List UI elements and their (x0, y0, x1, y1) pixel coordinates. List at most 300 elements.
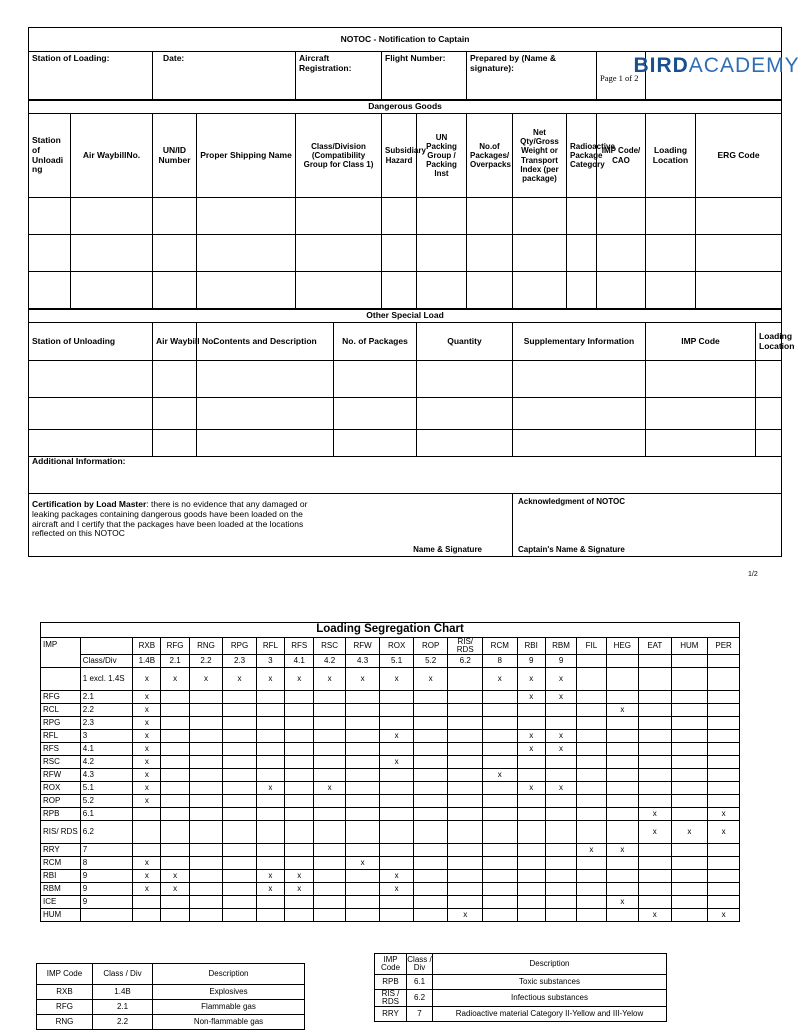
segregation-cell (448, 717, 483, 730)
segregation-cell (223, 808, 257, 821)
row-imp-code: RCM (41, 857, 81, 870)
segregation-cell (577, 808, 606, 821)
segregation-cell (606, 821, 638, 844)
segregation-cell (483, 883, 518, 896)
segregation-cell (671, 691, 708, 704)
segregation-cell (708, 883, 740, 896)
segregation-cell (345, 844, 380, 857)
segregation-cell (448, 704, 483, 717)
segregation-cell (606, 857, 638, 870)
segregation-cell (345, 870, 380, 883)
segregation-cell (517, 821, 545, 844)
segregation-cell: x (380, 756, 414, 769)
segregation-cell (483, 704, 518, 717)
segregation-cell (413, 909, 448, 922)
segregation-row (41, 730, 740, 743)
segregation-cell (517, 704, 545, 717)
segregation-cell (671, 704, 708, 717)
segregation-cell: x (345, 857, 380, 870)
imp-header: IMP (41, 638, 81, 668)
row-imp-code: RIS/ RDS (41, 821, 81, 844)
column-class (708, 655, 740, 668)
column-header: RIS/ RDS (448, 638, 483, 655)
segregation-cell (161, 909, 189, 922)
segregation-cell: x (639, 909, 671, 922)
dg-header-radioactive: Radioactive Package Category (567, 114, 597, 198)
segregation-cell (606, 756, 638, 769)
segregation-cell (448, 896, 483, 909)
column-class: 2.3 (223, 655, 257, 668)
segregation-cell (314, 691, 345, 704)
segregation-cell (189, 795, 223, 808)
column-header: RFW (345, 638, 380, 655)
segregation-cell (606, 870, 638, 883)
segregation-cell: x (133, 769, 161, 782)
osl-row[interactable] (29, 398, 782, 430)
segregation-cell (413, 691, 448, 704)
segregation-cell (380, 769, 414, 782)
segregation-cell (314, 795, 345, 808)
segregation-cell (606, 717, 638, 730)
imp-header-blank (80, 638, 132, 655)
row-class-div: 2.2 (80, 704, 132, 717)
legend-cell: 6.1 (407, 975, 433, 990)
row-imp-code: ROP (41, 795, 81, 808)
segregation-cell: x (189, 668, 223, 691)
segregation-cell (314, 821, 345, 844)
notoc-form (28, 27, 800, 557)
segregation-cell (189, 870, 223, 883)
row-class-div: 6.2 (80, 821, 132, 844)
legend-cell: Radioactive material Category II-Yellow and III-Yelow (433, 1007, 667, 1022)
segregation-cell (708, 769, 740, 782)
segregation-cell (708, 795, 740, 808)
segregation-cell (380, 896, 414, 909)
segregation-cell (517, 857, 545, 870)
segregation-cell (448, 870, 483, 883)
segregation-cell (671, 896, 708, 909)
segregation-cell (285, 717, 314, 730)
bird-academy-logo (633, 54, 800, 78)
segregation-cell (314, 704, 345, 717)
segregation-cell (189, 883, 223, 896)
segregation-cell (285, 808, 314, 821)
captain-signature-label[interactable]: Captain's Name & Signature (518, 544, 625, 554)
column-header: RFG (161, 638, 189, 655)
segregation-cell (545, 844, 576, 857)
column-class (639, 655, 671, 668)
segregation-cell (448, 821, 483, 844)
legend-header: Description (433, 954, 667, 975)
column-class: 4.2 (314, 655, 345, 668)
segregation-cell (161, 896, 189, 909)
segregation-row (41, 857, 740, 870)
segregation-cell (577, 896, 606, 909)
osl-header-imp: IMP Code (646, 323, 756, 361)
segregation-cell: x (285, 883, 314, 896)
osl-row[interactable] (29, 430, 782, 457)
other-special-load-heading: Other Special Load (29, 309, 782, 323)
dg-row[interactable] (29, 235, 782, 272)
dg-row[interactable] (29, 272, 782, 309)
segregation-cell: x (133, 743, 161, 756)
segregation-cell: x (708, 808, 740, 821)
legend-cell: 7 (407, 1007, 433, 1022)
legend-table-right (374, 953, 667, 1022)
dg-header-psn: Proper Shipping Name (197, 114, 296, 198)
cert-text: : there is no evidence that any damaged or leaking packages containing dangerous goods have been loaded on the aircraft and I certify that the packages have been loaded at the locations reflected on this NOTOC (32, 499, 308, 539)
column-header: RNG (189, 638, 223, 655)
segregation-cell (223, 870, 257, 883)
segregation-cell (639, 896, 671, 909)
segregation-cell (577, 769, 606, 782)
segregation-cell: x (133, 704, 161, 717)
segregation-cell (189, 769, 223, 782)
segregation-cell (483, 821, 518, 844)
segregation-cell (483, 691, 518, 704)
segregation-cell: x (133, 691, 161, 704)
aircraft-registration-field[interactable]: Aircraft Registration: (296, 52, 382, 100)
segregation-cell (577, 795, 606, 808)
row-class-div: 1 excl. 1.4S (80, 668, 132, 691)
segregation-cell (413, 782, 448, 795)
segregation-cell: x (133, 668, 161, 691)
segregation-cell (161, 730, 189, 743)
segregation-cell (413, 808, 448, 821)
prepared-by-label: Prepared by (Name & signature): (470, 53, 556, 73)
segregation-cell (161, 844, 189, 857)
segregation-cell (314, 883, 345, 896)
segregation-cell (161, 808, 189, 821)
segregation-cell (413, 795, 448, 808)
legend-row (37, 1000, 305, 1015)
segregation-cell (577, 668, 606, 691)
segregation-cell: x (223, 668, 257, 691)
segregation-cell: x (161, 883, 189, 896)
column-class: 4.1 (285, 655, 314, 668)
column-header: ROP (413, 638, 448, 655)
segregation-cell (413, 769, 448, 782)
segregation-cell (189, 717, 223, 730)
segregation-cell (606, 795, 638, 808)
legend-cell: RIS / RDS (375, 990, 407, 1007)
segregation-cell (413, 717, 448, 730)
segregation-cell (256, 857, 284, 870)
segregation-cell (671, 870, 708, 883)
segregation-cell: x (314, 668, 345, 691)
dg-header-station: Station of Unloadi ng (29, 114, 71, 198)
row-imp-code: ICE (41, 896, 81, 909)
segregation-cell (483, 896, 518, 909)
segregation-cell: x (133, 870, 161, 883)
segregation-cell: x (133, 756, 161, 769)
row-class-div: 8 (80, 857, 132, 870)
segregation-cell (517, 808, 545, 821)
segregation-cell (448, 730, 483, 743)
segregation-cell (577, 730, 606, 743)
row-class-div (80, 909, 132, 922)
segregation-cell: x (671, 821, 708, 844)
column-class: 3 (256, 655, 284, 668)
segregation-cell (545, 808, 576, 821)
segregation-cell (256, 691, 284, 704)
column-class: 9 (517, 655, 545, 668)
segregation-cell (545, 857, 576, 870)
segregation-cell: x (639, 821, 671, 844)
segregation-cell (413, 870, 448, 883)
station-of-loading-field[interactable]: Station of Loading: (29, 52, 153, 100)
segregation-cell (223, 756, 257, 769)
segregation-cell (345, 896, 380, 909)
segregation-cell (223, 844, 257, 857)
segregation-cell (285, 730, 314, 743)
segregation-cell (448, 756, 483, 769)
segregation-cell (639, 743, 671, 756)
segregation-cell (256, 808, 284, 821)
segregation-cell (448, 857, 483, 870)
column-header: RXB (133, 638, 161, 655)
osl-header-quantity: Quantity (417, 323, 513, 361)
flight-number-field[interactable]: Flight Number: (382, 52, 467, 100)
column-header: EAT (639, 638, 671, 655)
segregation-cell: x (133, 883, 161, 896)
segregation-cell (256, 896, 284, 909)
segregation-cell (345, 730, 380, 743)
segregation-row (41, 704, 740, 717)
legend-cell: 2.2 (93, 1015, 153, 1030)
segregation-cell (223, 821, 257, 844)
dg-header-netqty: Net Qty/Gross Weight or Transport Index (per package) (513, 114, 567, 198)
segregation-cell (671, 756, 708, 769)
row-imp-code: RCL (41, 704, 81, 717)
segregation-cell (413, 743, 448, 756)
logo-text-bold: BIRD (633, 54, 689, 77)
row-imp-code: HUM (41, 909, 81, 922)
segregation-cell (285, 743, 314, 756)
segregation-row (41, 769, 740, 782)
segregation-cell (345, 717, 380, 730)
segregation-cell (483, 717, 518, 730)
segregation-cell (314, 857, 345, 870)
chart-imp-header-row (41, 638, 740, 655)
osl-header-station: Station of Unloading (29, 323, 153, 361)
segregation-cell (671, 769, 708, 782)
segregation-cell (577, 909, 606, 922)
row-imp-code: RBM (41, 883, 81, 896)
chart-title: Loading Segregation Chart (41, 623, 740, 638)
row-class-div: 9 (80, 896, 132, 909)
row-imp-code (41, 668, 81, 691)
row-class-div: 5.2 (80, 795, 132, 808)
prepared-by-field[interactable] (467, 52, 597, 100)
segregation-cell (345, 782, 380, 795)
segregation-cell (606, 883, 638, 896)
segregation-cell (314, 756, 345, 769)
segregation-cell (345, 909, 380, 922)
segregation-cell (256, 795, 284, 808)
segregation-cell (517, 769, 545, 782)
chart-title-row (41, 623, 740, 638)
segregation-cell (285, 844, 314, 857)
row-imp-code: RFW (41, 769, 81, 782)
segregation-cell: x (448, 909, 483, 922)
segregation-cell (545, 795, 576, 808)
column-class (606, 655, 638, 668)
segregation-cell (189, 756, 223, 769)
legend-cell: RXB (37, 985, 93, 1000)
segregation-cell (448, 743, 483, 756)
segregation-cell: x (285, 668, 314, 691)
segregation-cell (671, 795, 708, 808)
legend-cell: RRY (375, 1007, 407, 1022)
segregation-cell: x (483, 769, 518, 782)
segregation-cell: x (256, 668, 284, 691)
osl-header-awb: Air Waybill No. (153, 323, 197, 361)
segregation-cell (708, 896, 740, 909)
segregation-cell (345, 743, 380, 756)
segregation-cell (448, 795, 483, 808)
segregation-cell (606, 668, 638, 691)
segregation-cell (256, 756, 284, 769)
chart-class-header-row (41, 655, 740, 668)
segregation-cell (545, 909, 576, 922)
segregation-cell (577, 691, 606, 704)
loading-segregation-chart (40, 622, 740, 922)
row-imp-code: RSC (41, 756, 81, 769)
segregation-cell (413, 756, 448, 769)
segregation-cell (285, 756, 314, 769)
segregation-cell (483, 857, 518, 870)
segregation-cell (380, 691, 414, 704)
segregation-cell: x (133, 782, 161, 795)
dg-header-awb: Air WaybillNo. (71, 114, 153, 198)
segregation-row (41, 795, 740, 808)
segregation-cell (606, 769, 638, 782)
row-imp-code: RFS (41, 743, 81, 756)
segregation-cell (577, 704, 606, 717)
column-class (577, 655, 606, 668)
segregation-cell (256, 821, 284, 844)
segregation-cell (708, 857, 740, 870)
segregation-cell (708, 756, 740, 769)
row-class-div: 4.3 (80, 769, 132, 782)
row-imp-code: RBI (41, 870, 81, 883)
segregation-cell: x (517, 743, 545, 756)
segregation-cell (483, 844, 518, 857)
legend-row (375, 990, 667, 1007)
segregation-cell (708, 691, 740, 704)
dg-header-class: Class/Division (Compatibility Group for Class 1) (296, 114, 382, 198)
segregation-cell (133, 909, 161, 922)
segregation-cell (314, 730, 345, 743)
legend-cell: Infectious substances (433, 990, 667, 1007)
segregation-cell: x (161, 668, 189, 691)
row-imp-code: RPG (41, 717, 81, 730)
segregation-cell: x (606, 844, 638, 857)
dg-header-unid: UN/ID Number (153, 114, 197, 198)
segregation-cell (256, 743, 284, 756)
segregation-cell (671, 844, 708, 857)
segregation-cell: x (380, 668, 414, 691)
segregation-cell (380, 717, 414, 730)
segregation-cell (483, 795, 518, 808)
legend-cell: Non-flammable gas (153, 1015, 305, 1030)
segregation-cell (606, 909, 638, 922)
row-imp-code: ROX (41, 782, 81, 795)
name-signature-label[interactable]: Name & Signature (413, 544, 482, 554)
segregation-cell (671, 782, 708, 795)
segregation-cell (189, 844, 223, 857)
segregation-cell (577, 883, 606, 896)
segregation-cell: x (606, 704, 638, 717)
segregation-row (41, 883, 740, 896)
segregation-cell (577, 870, 606, 883)
column-header: RFL (256, 638, 284, 655)
row-class-div: 9 (80, 870, 132, 883)
segregation-row (41, 743, 740, 756)
row-imp-code: RFL (41, 730, 81, 743)
logo-text-light: ACADEMY (688, 54, 800, 77)
segregation-cell (448, 844, 483, 857)
segregation-cell (708, 730, 740, 743)
segregation-row (41, 782, 740, 795)
segregation-cell (639, 691, 671, 704)
row-class-div: 6.1 (80, 808, 132, 821)
column-class: 2.2 (189, 655, 223, 668)
segregation-cell: x (285, 870, 314, 883)
dg-header-subsidiary: Subsidiary Hazard (382, 114, 417, 198)
segregation-cell (223, 795, 257, 808)
column-header: PER (708, 638, 740, 655)
segregation-cell: x (577, 844, 606, 857)
segregation-cell (285, 704, 314, 717)
osl-row[interactable] (29, 361, 782, 398)
segregation-cell (223, 704, 257, 717)
segregation-cell: x (545, 691, 576, 704)
segregation-cell (189, 896, 223, 909)
row-class-div: 9 (80, 883, 132, 896)
row-class-div: 4.1 (80, 743, 132, 756)
segregation-cell (708, 717, 740, 730)
segregation-cell (413, 844, 448, 857)
date-field[interactable]: Date: (153, 52, 296, 100)
segregation-cell (345, 795, 380, 808)
segregation-cell: x (256, 870, 284, 883)
segregation-cell (345, 704, 380, 717)
segregation-cell (483, 782, 518, 795)
segregation-cell (345, 808, 380, 821)
row-imp-code: RPB (41, 808, 81, 821)
segregation-cell (639, 704, 671, 717)
segregation-cell (413, 883, 448, 896)
additional-information-field[interactable]: Additional Information: (29, 457, 782, 494)
segregation-row (41, 821, 740, 844)
segregation-row (41, 896, 740, 909)
segregation-cell (223, 883, 257, 896)
dg-row[interactable] (29, 198, 782, 235)
column-class: 9 (545, 655, 576, 668)
segregation-cell (223, 896, 257, 909)
row-imp-code: RFG (41, 691, 81, 704)
segregation-cell: x (517, 668, 545, 691)
segregation-cell (448, 883, 483, 896)
segregation-cell (223, 857, 257, 870)
segregation-cell (639, 883, 671, 896)
segregation-cell (285, 769, 314, 782)
segregation-cell (639, 795, 671, 808)
column-header: RCM (483, 638, 518, 655)
legend-cell: Explosives (153, 985, 305, 1000)
